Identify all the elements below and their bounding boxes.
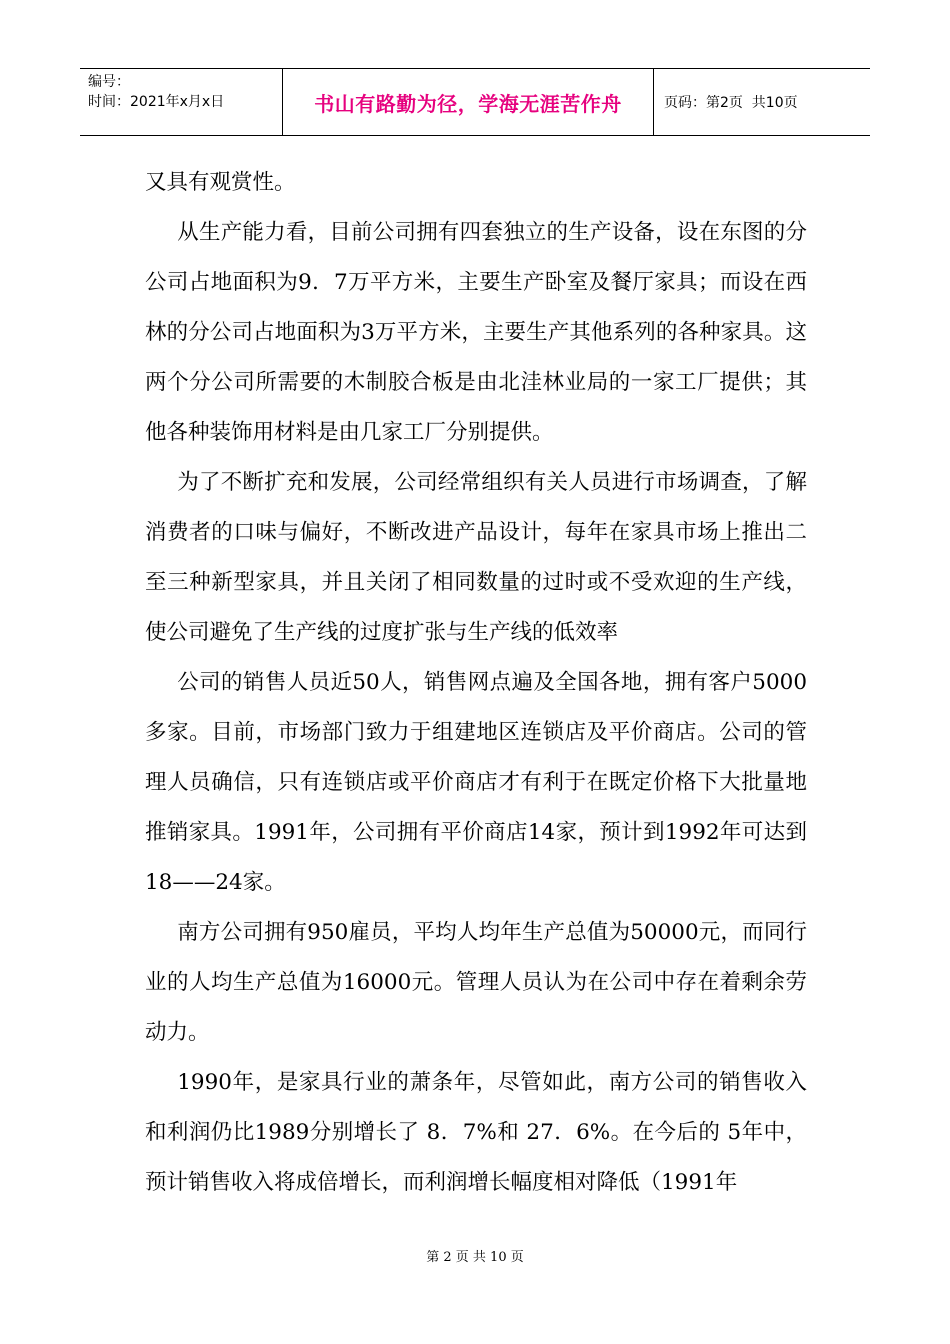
paragraph-employees: 南方公司拥有950雇员，平均人均年生产总值为50000元，而同行业的人均生产总值为16000元。管理人员认为在公司中存在着剩余劳动力。 [145,920,807,1045]
paragraph-revenue-profit: 1990年，是家具行业的萧条年，尽管如此，南方公司的销售收入和利润仍比1989分别增长了 8．7%和 27．6%。在今后的 5年中，预计销售收入将成倍增长，而利润增长幅度相对降低（1991年 [145,1070,807,1195]
header-meta [80,69,282,135]
page-footer: 第 2 页 共 10 页 [426,1250,524,1265]
document-number-label: 编号： [88,74,130,90]
header-motto: 书山有路勤为径，学海无涯苦作舟 [282,69,654,135]
paragraph-market-research: 为了不断扩充和发展，公司经常组织有关人员进行市场调查，了解消费者的口味与偏好，不断改进产品设计，每年在家具市场上推出二至三种新型家具，并且关闭了相同数量的过时或不受欢迎的生产线，使公司避免了生产线的过度扩张与生产线的低效率 [145,470,807,645]
page-header [80,68,870,136]
paragraph-production-capacity: 从生产能力看，目前公司拥有四套独立的生产设备，设在东图的分公司占地面积为9．7万平方米，主要生产卧室及餐厅家具；而设在西林的分公司占地面积为3万平方米，主要生产其他系列的各种家具。这两个分公司所需要的木制胶合板是由北洼林业局的一家工厂提供；其他各种装饰用材料是由几家工厂分别提供。 [145,220,807,445]
paragraph-continuation: 又具有观赏性。 [145,170,296,195]
document-body [145,158,807,1208]
header-page-info: 页码：第2页 共10页 [664,95,798,111]
paragraph-sales-network: 公司的销售人员近50人，销售网点遍及全国各地，拥有客户5000多家。目前，市场部门致力于组建地区连锁店及平价商店。公司的管理人员确信，只有连锁店或平价商店才有利于在既定价格下大批量地推销家具。1991年，公司拥有平价商店14家，预计到1992年可达到18——24家。 [145,670,807,895]
document-time-label: 时间：2021年x月x日 [88,94,225,110]
